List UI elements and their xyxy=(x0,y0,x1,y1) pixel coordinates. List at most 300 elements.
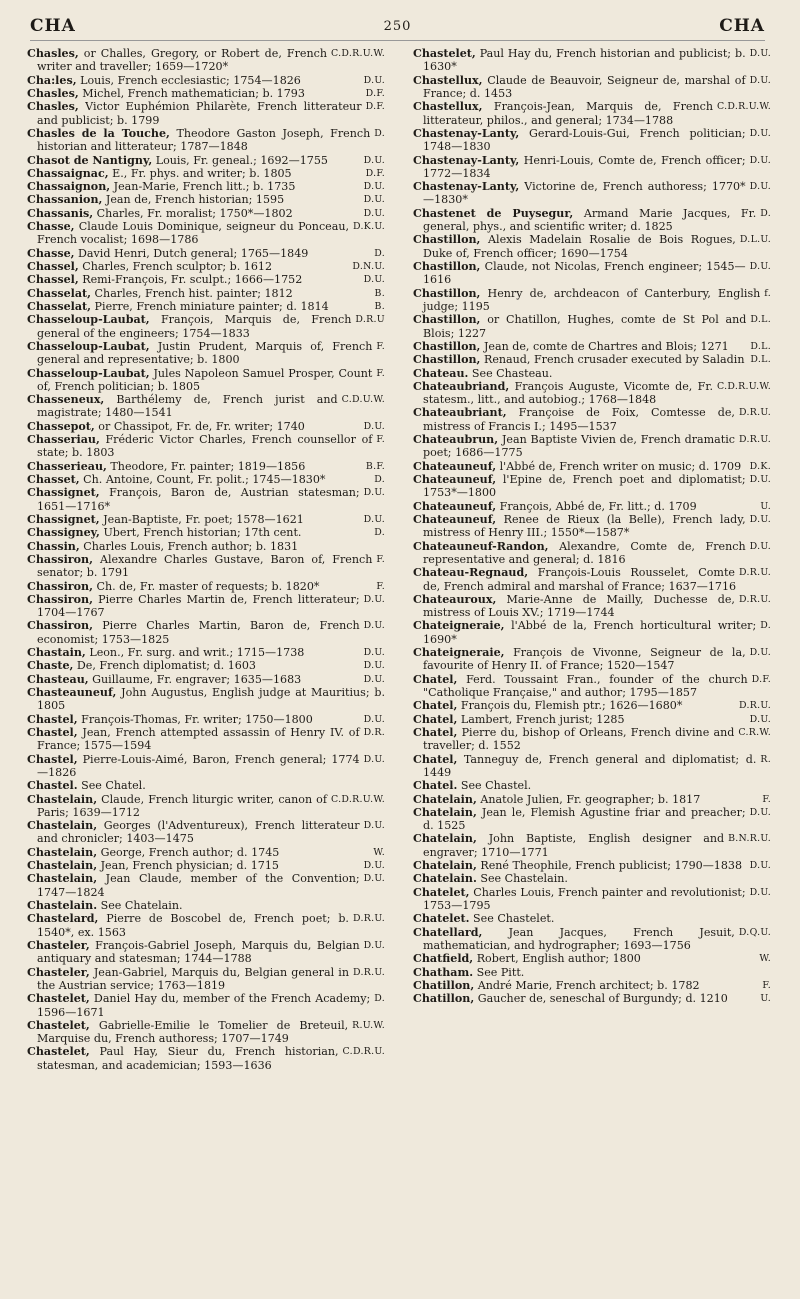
entry-sources: B.N.R.U. xyxy=(728,833,771,845)
entry-sources: R. xyxy=(760,753,771,765)
entry xyxy=(27,779,385,792)
entry xyxy=(27,154,385,167)
entry-sources: D.K.U. xyxy=(353,221,385,233)
entry-text: Françoise de Foix, Comtesse de, mistress of Francis I.; 1495—1537 xyxy=(423,406,735,433)
entry-headword: Chassiron, xyxy=(27,592,93,606)
entry xyxy=(27,247,385,260)
entry-headword: Chassiron, xyxy=(27,552,93,566)
entry xyxy=(413,966,771,979)
entry-headword: Chatel, xyxy=(413,699,458,713)
entry-headword: Chastillon, xyxy=(413,260,481,273)
entry-headword: Chatham. xyxy=(413,965,474,979)
entry-headword: Chasles, xyxy=(27,86,79,100)
entry xyxy=(27,1045,385,1072)
entry-sources: D.U. xyxy=(363,207,385,219)
entry xyxy=(27,313,385,340)
entry-sources: R.U.W. xyxy=(352,1019,385,1031)
entry xyxy=(413,832,771,859)
entry xyxy=(27,100,385,127)
entry xyxy=(27,1019,385,1046)
entry-headword: Chasot de Nantigny, xyxy=(27,153,153,167)
entry-text: David Henri, Dutch general; 1765—1849 xyxy=(74,246,309,260)
entry-text: Jean, French physician; d. 1715 xyxy=(97,859,279,873)
entry-sources: F. xyxy=(376,553,385,565)
entry-sources: F. xyxy=(376,340,385,352)
entry xyxy=(27,420,385,433)
entry-headword: Chastenay-Lanty, xyxy=(413,126,520,140)
entry-text: Gabrielle-Emilie le Tomelier de Breteuil, Marquise du, French authoress; 1707—1749 xyxy=(37,1018,349,1046)
entry-headword: Chateigneraie, xyxy=(413,619,505,633)
entry-sources: D.U. xyxy=(363,420,385,432)
entry-sources: D.R.U. xyxy=(738,593,771,605)
entry-text: Theodore Gaston Joseph, French historian and litterateur; 1787—1848 xyxy=(37,126,371,154)
entry xyxy=(413,180,771,207)
entry xyxy=(27,340,385,367)
entry xyxy=(27,553,385,580)
entry-text: or Chatillon, Hughes, comte de St Pol and Blois; 1227 xyxy=(423,313,747,340)
entry-headword: Chastillon, xyxy=(413,339,481,353)
entry-headword: Chateauneuf, xyxy=(413,459,497,473)
entry-sources: D. xyxy=(374,474,385,485)
entry-headword: Chatel, xyxy=(413,725,458,739)
entry-headword: Chateauneuf-Randon, xyxy=(413,539,549,553)
entry-text: Jean-Gabriel, Marquis du, Belgian general in the Austrian service; 1763—1819 xyxy=(37,965,349,992)
entry xyxy=(27,287,385,300)
entry-text: Georges (l'Adventureux), French litterateur and chronicler; 1403—1475 xyxy=(37,819,360,846)
entry-headword: Chastel, xyxy=(27,752,78,766)
entry-text: Victor Euphémion Philarète, French litterateur and publicist; b. 1799 xyxy=(37,100,362,127)
entry-headword: Chateaubriand, xyxy=(413,379,510,393)
entry-headword: Chasteauneuf, xyxy=(27,686,117,699)
entry-sources: D.U. xyxy=(363,873,385,885)
entry-text: Charles, Fr. moralist; 1750*—1802 xyxy=(93,206,293,220)
entry-text: Alexandre Charles Gustave, Baron of, French senator; b. 1791 xyxy=(37,552,373,580)
entry-text: Paul Hay, Sieur du, French historian, statesman, and academician; 1593—1636 xyxy=(37,1045,339,1072)
entry-sources: D.U. xyxy=(363,753,385,765)
entry-headword: Chatel, xyxy=(413,752,458,766)
entry xyxy=(27,486,385,513)
entry-headword: Chastenet de Puysegur, xyxy=(413,206,574,220)
entry xyxy=(413,460,771,473)
entry xyxy=(27,273,385,286)
entry-sources: W. xyxy=(373,846,385,858)
entry-sources: D.U. xyxy=(749,154,771,166)
entry-text: Jean Claude, member of the Convention; 1747—1824 xyxy=(37,872,360,899)
entry-sources: D.U. xyxy=(749,181,771,193)
entry-text: Gaucher de, seneschal of Burgundy; d. 1210 xyxy=(474,992,728,1006)
entry xyxy=(27,540,385,553)
entry-headword: Chasles de la Touche, xyxy=(27,126,170,140)
entry-text: François-Thomas, Fr. writer; 1750—1800 xyxy=(77,712,313,726)
entry-text: Claude de Beauvoir, Seigneur de, marshal of France; d. 1453 xyxy=(423,73,746,100)
entry-text: Jean Baptiste Vivien de, French dramatic poet; 1686—1775 xyxy=(423,433,735,460)
entry-text: Fréderic Victor Charles, French counsellor of state; b. 1803 xyxy=(37,433,373,460)
entry-sources: D. xyxy=(374,527,385,539)
entry xyxy=(27,193,385,206)
entry-headword: Chasseloup-Laubat, xyxy=(27,339,150,353)
entry-text: Ferd. Toussaint Fran., founder of the church "Catholique Française," and author; 1795—1857 xyxy=(423,672,748,699)
entry-text: See Chatelain. xyxy=(97,899,183,912)
entry-text: Victorine de, French authoress; 1770*—1830* xyxy=(423,180,746,207)
entry-text: Renaud, French crusader executed by Saladin xyxy=(480,353,745,367)
entry-text: François-Louis Rousselet, Comte de, French admiral and marshal of France; 1637—1716 xyxy=(423,566,737,593)
entry-text: Ubert, French historian; 17th cent. xyxy=(99,526,302,540)
entry-text: Daniel Hay du, member of the French Academy; 1596—1671 xyxy=(37,992,371,1019)
entry-headword: Chateauneuf, xyxy=(413,473,497,486)
entry-headword: Chassel, xyxy=(27,273,79,287)
entry-text: François, Baron de, Austrian statesman; 1651—1716* xyxy=(37,486,360,513)
entry-sources: D.U. xyxy=(363,487,385,499)
entry xyxy=(413,699,771,712)
entry-headword: Chasse, xyxy=(27,220,75,234)
entry-headword: Chastillon, xyxy=(413,313,481,327)
entry xyxy=(413,886,771,913)
entry-headword: Chastelet, xyxy=(413,47,476,60)
entry-text: See Chasteau. xyxy=(468,366,553,380)
entry-headword: Chassignet, xyxy=(27,512,100,526)
entry-text: Jean, French attempted assassin of Henry IV. of France; 1575—1594 xyxy=(37,725,360,753)
entry-text: l'Abbé de, French writer on music; d. 1709 xyxy=(496,459,742,473)
entry-headword: Chastellux, xyxy=(413,100,483,114)
entry-text: François Auguste, Vicomte de, Fr. statesm., litt., and autobiog.; 1768—1848 xyxy=(423,379,713,407)
entry-headword: Chastelain, xyxy=(27,792,98,806)
entry xyxy=(413,619,771,646)
entry-text: Claude Louis Dominique, seigneur du Ponceau, French vocalist; 1698—1786 xyxy=(37,220,350,247)
entry-text: Charles Louis, French painter and revolutionist; 1753—1795 xyxy=(423,885,746,912)
entry xyxy=(413,779,771,792)
left-column xyxy=(27,47,385,1292)
entry-text: or Challes, Gregory, or Robert de, French writer and traveller; 1659—1720* xyxy=(37,47,327,74)
entry-sources: D.U. xyxy=(363,274,385,286)
entry xyxy=(27,74,385,87)
entry-text: Pierre Charles Martin, Baron de, French economist; 1753—1825 xyxy=(37,619,360,646)
entry-sources: D.U. xyxy=(749,261,771,272)
entry-headword: Chatfield, xyxy=(413,952,474,966)
entry xyxy=(27,393,385,420)
entry-text: See Chatel. xyxy=(77,779,146,793)
entry-text: l'Epine de, French poet and diplomatist; 1753*—1800 xyxy=(423,473,746,500)
entry-sources: D.U. xyxy=(363,620,385,632)
entry-headword: Chassanis, xyxy=(27,206,94,220)
entry-text: François du, Flemish ptr.; 1626—1680* xyxy=(457,699,683,713)
entry-headword: Chateaubrun, xyxy=(413,433,499,447)
entry-text: Pierre de Boscobel de, French poet; b. 1540*, ex. 1563 xyxy=(37,912,349,939)
entry-text: Jean le, Flemish Agustine friar and preacher; d. 1525 xyxy=(423,805,746,833)
entry xyxy=(413,473,771,500)
entry-text: Guillaume, Fr. engraver; 1635—1683 xyxy=(88,672,302,686)
entry-text: Ch. Antoine, Count, Fr. polit.; 1745—1830* xyxy=(79,473,326,486)
entry-text: Claude, French liturgic writer, canon of Paris; 1639—1712 xyxy=(37,792,327,819)
entry-sources: D.K. xyxy=(749,460,771,472)
entry-sources: F. xyxy=(762,793,771,805)
entry-headword: Chastillon, xyxy=(413,286,481,300)
entry xyxy=(27,846,385,859)
entry xyxy=(413,260,771,287)
entry-headword: Chasseriau, xyxy=(27,433,100,447)
entry-text: John Augustus, English judge at Mauritius; b. 1805 xyxy=(37,686,385,713)
entry xyxy=(27,87,385,100)
entry-text: Theodore, Fr. painter; 1819—1856 xyxy=(106,459,306,473)
entry xyxy=(413,127,771,154)
entry-headword: Chaste, xyxy=(27,659,74,673)
entry-headword: Chateauneuf, xyxy=(413,499,497,513)
entry xyxy=(413,233,771,260)
entry xyxy=(27,912,385,939)
entry xyxy=(27,713,385,726)
entry-headword: Chastel, xyxy=(27,712,78,726)
entry-headword: Chassanion, xyxy=(27,193,103,207)
entry xyxy=(27,580,385,593)
entry xyxy=(413,753,771,780)
entry-headword: Chastelain, xyxy=(27,845,98,859)
entry-headword: Chastelain, xyxy=(27,859,98,873)
entry-sources: D.U. xyxy=(749,127,771,139)
entry-text: Henry de, archdeacon of Canterbury, English judge; 1195 xyxy=(423,286,761,313)
entry xyxy=(413,500,771,513)
entry-text: Jean de, French historian; 1595 xyxy=(102,193,285,207)
header-left-guide: CHA xyxy=(30,16,76,36)
entry-sources: D.U. xyxy=(749,540,771,552)
entry-sources: F. xyxy=(376,580,385,592)
entry xyxy=(413,872,771,885)
page-number: 250 xyxy=(383,18,412,34)
entry-text: Charles Louis, French author; b. 1831 xyxy=(79,539,299,553)
entry-sources: D.U. xyxy=(749,474,771,485)
entry xyxy=(27,726,385,753)
entry-sources: D.U. xyxy=(363,513,385,525)
entry xyxy=(27,526,385,539)
entry-sources: D.U. xyxy=(363,194,385,206)
entry-headword: Chastel. xyxy=(27,779,78,793)
entry-text: E., Fr. phys. and writer; b. 1805 xyxy=(108,166,292,180)
entry-headword: Chastellux, xyxy=(413,73,483,87)
entry-headword: Chasles, xyxy=(27,100,79,114)
entry-headword: Chatel. xyxy=(413,779,458,793)
entry-sources: D. xyxy=(374,993,385,1005)
entry xyxy=(413,713,771,726)
entry-text: Tanneguy de, French general and diplomatist; d. 1449 xyxy=(423,752,757,779)
entry-headword: Chassigney, xyxy=(27,526,100,540)
entry xyxy=(413,154,771,181)
entry xyxy=(413,100,771,127)
entry-headword: Chasseloup-Laubat, xyxy=(27,366,150,380)
entry-sources: D.U. xyxy=(749,713,771,725)
entry-headword: Chasteler, xyxy=(27,938,90,952)
entry-text: Alexandre, Comte de, French representative and general; d. 1816 xyxy=(423,539,746,566)
entry xyxy=(413,380,771,407)
entry-text: Louis, French ecclesiastic; 1754—1826 xyxy=(76,73,301,87)
entry-sources: D.R.U. xyxy=(738,700,771,712)
entry-sources: D.N.U. xyxy=(352,261,385,272)
entry-sources: D.R.U. xyxy=(352,966,385,978)
entry xyxy=(27,207,385,220)
entry-text: Barthélemy de, French jurist and magistrate; 1480—1541 xyxy=(37,393,338,420)
entry xyxy=(27,646,385,659)
entry-headword: Chastillon, xyxy=(413,353,481,367)
entry xyxy=(27,992,385,1019)
entry xyxy=(413,979,771,992)
entry-text: Jules Napoleon Samuel Prosper, Count of, French politician; b. 1805 xyxy=(37,366,373,393)
entry xyxy=(27,433,385,460)
entry-headword: Chassaignac, xyxy=(27,166,109,180)
entry-text: Alexis Madelain Rosalie de Bois Rogues, Duke of, French officer; 1690—1754 xyxy=(423,233,736,260)
entry xyxy=(27,819,385,846)
entry xyxy=(413,793,771,806)
entry-sources: D.U. xyxy=(749,48,771,59)
entry-sources: D.F. xyxy=(751,673,771,685)
entry-sources: F. xyxy=(762,979,771,991)
entry-text: Justin Prudent, Marquis of, French general and representative; b. 1800 xyxy=(37,339,373,367)
entry-sources: C.D.U.W. xyxy=(341,394,385,406)
entry xyxy=(27,686,385,713)
entry-headword: Chateau. xyxy=(413,366,469,380)
entry-sources: D.U. xyxy=(749,886,771,898)
entry xyxy=(413,406,771,433)
entry-sources: D.U. xyxy=(363,181,385,193)
entry-sources: D.U. xyxy=(363,647,385,659)
entry-text: Remi-François, Fr. sculpt.; 1666—1752 xyxy=(78,273,303,287)
entry-headword: Chatel, xyxy=(413,712,458,726)
entry-text: René Theophile, French publicist; 1790—1838 xyxy=(476,859,743,873)
entry xyxy=(413,726,771,753)
entry-headword: Chatellard, xyxy=(413,925,483,939)
entry-sources: U. xyxy=(760,993,771,1005)
entry-text: André Marie, French architect; b. 1782 xyxy=(474,978,700,992)
entry-sources: D.L. xyxy=(750,354,771,366)
entry xyxy=(413,926,771,953)
entry-text: l'Abbé de la, French horticultural writer; 1690* xyxy=(423,619,757,646)
entry-headword: Chatelain, xyxy=(413,859,477,873)
entry-headword: Chateauroux, xyxy=(413,592,497,606)
entry-headword: Chasselat, xyxy=(27,299,92,313)
entry-sources: D.U. xyxy=(749,647,771,659)
entry xyxy=(413,806,771,833)
entry-sources: D. xyxy=(374,247,385,259)
header-rule xyxy=(30,40,765,41)
entry-sources: D. xyxy=(374,127,385,139)
entry xyxy=(413,74,771,101)
entry-text: See Chastel. xyxy=(457,779,532,793)
entry-sources: D.Q.U. xyxy=(738,926,771,938)
entry-headword: Chatelet. xyxy=(413,912,470,926)
entry-text: Pierre-Louis-Aimé, Baron, French general; 1774—1826 xyxy=(37,752,360,779)
entry-headword: Chatelain. xyxy=(413,872,477,886)
entry-text: Ch. de, Fr. master of requests; b. 1820* xyxy=(92,579,320,593)
entry-text: Marie-Anne de Mailly, Duchesse de, mistress of Louis XV.; 1719—1744 xyxy=(423,592,735,620)
entry-headword: Chastelard, xyxy=(27,912,99,926)
entry-sources: D.U. xyxy=(363,820,385,832)
entry-text: Anatole Julien, Fr. geographer; b. 1817 xyxy=(476,792,701,806)
entry-headword: Chatelain, xyxy=(413,832,477,846)
entry xyxy=(413,207,771,234)
entry-headword: Chatelain, xyxy=(413,792,477,806)
entry xyxy=(27,473,385,486)
entry-headword: Chasserieau, xyxy=(27,459,107,473)
entry xyxy=(27,899,385,912)
entry-headword: Chasset, xyxy=(27,473,80,486)
entry-sources: D.L. xyxy=(750,314,771,326)
entry xyxy=(27,513,385,526)
entry xyxy=(413,859,771,872)
entry-headword: Chastain, xyxy=(27,646,86,660)
entry xyxy=(413,566,771,593)
entry-text: John Baptiste, English designer and engraver; 1710—1771 xyxy=(423,832,725,859)
entry-text: Henri-Louis, Comte de, French officer; 1772—1834 xyxy=(423,153,746,180)
entry xyxy=(27,460,385,473)
entry-headword: Chastelain. xyxy=(27,899,98,912)
entry-text: Lambert, French jurist; 1285 xyxy=(457,712,625,726)
entry-headword: Chassignet, xyxy=(27,486,100,500)
entry-text: Claude, not Nicolas, French engineer; 1545—1616 xyxy=(423,260,746,287)
entry-sources: D.R.U. xyxy=(738,567,771,579)
entry-sources: C.D.R.U.W. xyxy=(716,101,771,113)
running-header xyxy=(30,14,765,38)
header-right-guide: CHA xyxy=(719,16,765,36)
entry-sources: D.F. xyxy=(365,167,385,179)
entry-headword: Chasse, xyxy=(27,246,75,260)
entry-sources: B.F. xyxy=(365,460,385,472)
entry-sources: D.U. xyxy=(363,939,385,951)
entry-headword: Chatelet, xyxy=(413,885,470,899)
entry-headword: Chasseneux, xyxy=(27,393,105,407)
entry-sources: D.R.U xyxy=(355,314,385,326)
entry-text: Robert, English author; 1800 xyxy=(473,952,641,966)
entry-headword: Chastel, xyxy=(27,725,78,739)
entry-headword: Chastelet, xyxy=(27,1045,90,1059)
entry-sources: D.L. xyxy=(750,340,771,352)
entry-sources: C.R.W. xyxy=(738,726,771,738)
entry xyxy=(27,180,385,193)
entry-sources: D.U. xyxy=(749,806,771,818)
entry-sources: D.U. xyxy=(749,513,771,525)
entry xyxy=(27,47,385,74)
entry xyxy=(413,340,771,353)
entry xyxy=(413,992,771,1005)
entry-headword: Cha:les, xyxy=(27,73,77,87)
entry xyxy=(27,367,385,394)
entry xyxy=(27,619,385,646)
entry-headword: Chasseloup-Laubat, xyxy=(27,313,150,327)
entry-sources: D.L.U. xyxy=(739,234,771,246)
entry-sources: F. xyxy=(376,434,385,446)
entry-text: George, French author; d. 1745 xyxy=(97,845,280,859)
entry-text: Jean-Marie, French litt.; b. 1735 xyxy=(110,180,296,194)
entry xyxy=(27,300,385,313)
entry-sources: D. xyxy=(760,207,771,219)
entry-text: Michel, French mathematician; b. 1793 xyxy=(78,86,305,100)
entry-headword: Chateigneraie, xyxy=(413,646,505,660)
entry-sources: D.U. xyxy=(363,860,385,872)
entry-sources: D.U. xyxy=(363,154,385,166)
entry-text: Leon., Fr. surg. and writ.; 1715—1738 xyxy=(85,646,305,660)
entry-headword: Chastelain, xyxy=(27,872,98,886)
entry xyxy=(413,646,771,673)
entry-headword: Chatel, xyxy=(413,672,458,686)
entry-sources: D.U. xyxy=(363,74,385,86)
entry-headword: Chasteler, xyxy=(27,965,90,979)
entry-headword: Chastenay-Lanty, xyxy=(413,180,520,194)
entry-text: Jean Jacques, French Jesuit, mathematician, and hydrographer; 1693—1756 xyxy=(423,925,735,952)
entry-sources: D.R.U. xyxy=(738,407,771,419)
entry-sources: F. xyxy=(376,367,385,379)
entry-headword: Chatillon, xyxy=(413,992,475,1006)
entry-text: De, French diplomatist; d. 1603 xyxy=(73,659,256,673)
entry xyxy=(413,367,771,380)
entry-headword: Chateauneuf, xyxy=(413,512,497,526)
entry-text: Gerard-Louis-Gui, French politician; 1748—1830 xyxy=(423,126,746,154)
entry-sources: D.U. xyxy=(363,713,385,725)
entry-text: François, Abbé de, Fr. litt.; d. 1709 xyxy=(496,499,697,513)
